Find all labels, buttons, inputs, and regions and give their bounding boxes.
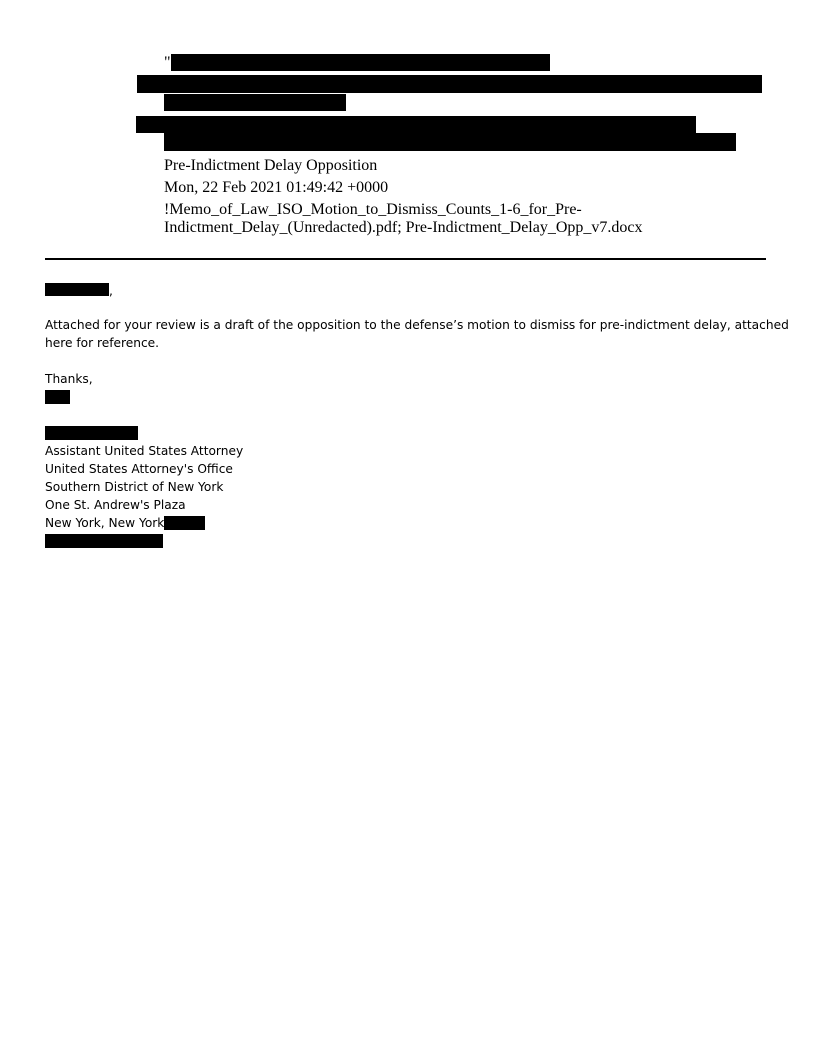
subject-value: Pre-Indictment Delay Opposition — [164, 157, 378, 174]
closing: Thanks, — [45, 372, 93, 386]
header-divider — [45, 258, 766, 260]
paragraph-line-1: Attached for your review is a draft of the opposition to the defense’s motion to dismiss for pre-indictment delay, attached — [45, 318, 789, 332]
signature-street: One St. Andrew's Plaza — [45, 498, 186, 512]
redaction-from-address-2 — [164, 94, 346, 111]
signature-city: New York, New York — [45, 516, 165, 530]
redaction-sender-full-name — [45, 426, 138, 440]
signature-office: United States Attorney's Office — [45, 462, 233, 476]
redaction-zip-code — [164, 516, 205, 530]
redaction-to-2 — [164, 133, 736, 151]
redaction-phone — [45, 534, 163, 548]
from-value: " — [164, 54, 171, 71]
redaction-from-address-1 — [137, 75, 762, 93]
redaction-to-1 — [136, 116, 696, 133]
signature-title: Assistant United States Attorney — [45, 444, 244, 458]
attachments-line-2: Indictment_Delay_(Unredacted).pdf; Pre-Indictment_Delay_Opp_v7.docx — [164, 219, 643, 236]
signature-district: Southern District of New York — [45, 480, 224, 494]
redaction-from-name — [171, 54, 550, 71]
redaction-recipient-name — [45, 283, 109, 296]
date-value: Mon, 22 Feb 2021 01:49:42 +0000 — [164, 179, 389, 196]
attachments-line-1: !Memo_of_Law_ISO_Motion_to_Dismiss_Counts_1-6_for_Pre- — [164, 201, 582, 218]
salutation-comma: , — [109, 284, 113, 298]
paragraph-line-2: here for reference. — [45, 336, 160, 350]
message-paragraph — [45, 316, 789, 352]
redaction-sender-first-name — [45, 390, 70, 404]
